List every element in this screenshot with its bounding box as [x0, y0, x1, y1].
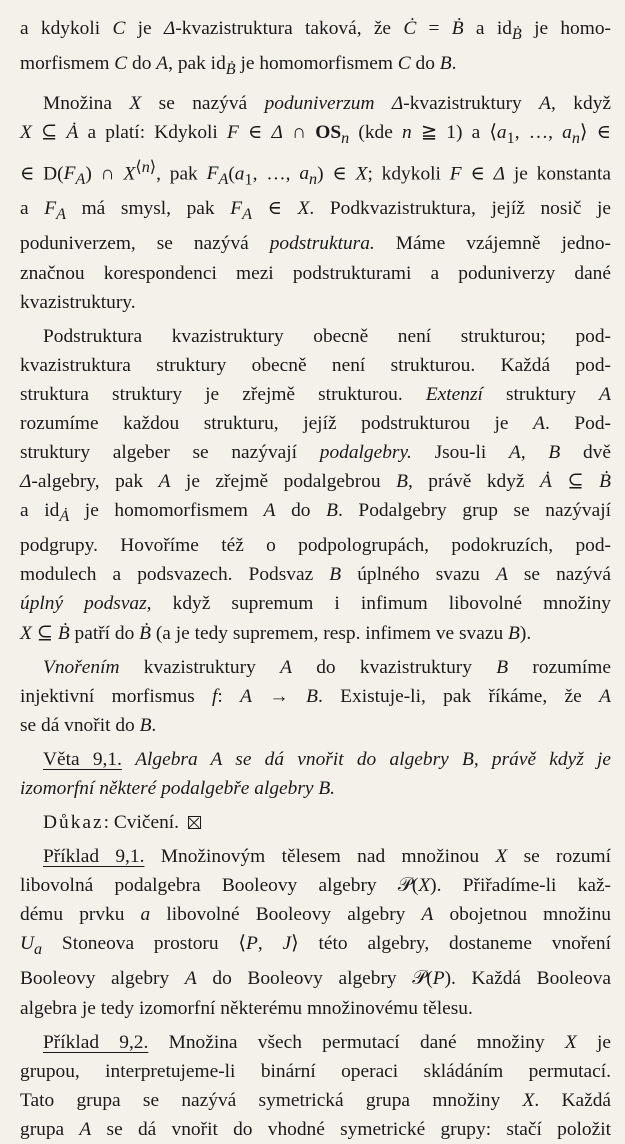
text-line: kvazistruktury. — [20, 291, 136, 313]
text-line: X ⊆ Ḃ patří do Ḃ (a je tedy supremem, resp. infimem ve svazu B). — [20, 622, 532, 644]
text-line: Důkaz: Cvičení. — [20, 808, 611, 837]
example-label: Příklad 9,2. — [43, 1031, 149, 1053]
text-line: a kdykoli C je Δ-kvazistruktura taková, že Ċ = Ḃ a $id_Ḃ$ je homo- — [20, 18, 611, 43]
text-line: značnou korespondenci mezi podstrukturami a poduniverzy dané — [20, 262, 611, 284]
text-line: struktury algeber se nazývají podalgebry. Jsou-li A, B dvě — [20, 442, 611, 464]
text-line: poduniverzem, se nazývá podstruktura. Máme vzájemně jedno- — [20, 233, 611, 255]
paragraph-2 — [20, 89, 611, 317]
text-line: injektivní morfismus f: A → B. Existuje-li, pak říkáme, že A — [20, 685, 611, 707]
example-9-1 — [20, 842, 611, 1022]
text-line: dému prvku a libovolné Booleovy algebry A obojetnou množinu — [20, 904, 611, 926]
text-line: Příklad 9,2. Množina všech permutací dané množiny X je — [43, 1031, 612, 1053]
text-line: Tato grupa se nazývá symetrická grupa množiny X. Každá — [20, 1089, 611, 1111]
text-line: a $id_Ȧ$ je homomorfismem A do B. Podalgebry grup se nazývají — [20, 500, 611, 526]
text-line: úplný podsvaz, když supremum i infimum libovolné množiny — [20, 593, 611, 615]
text-line: ∈ $D(F_A)$ ∩ $X^{⟨n⟩}$, pak $F_A(a_1$, …, $a_n$) ∈ X; kdykoli F ∈ Δ je konstanta — [20, 159, 612, 189]
text-line: Množina X se nazývá poduniverzum Δ-kvazistruktury A, když — [43, 92, 612, 114]
text-line: izomorfní některé podalgebře algebry B. — [20, 777, 336, 799]
text-line: libovolná podalgebra Booleovy algebry 𝒫(X). Přiřadíme-li kaž- — [20, 875, 612, 897]
text-line: Vnořením kvazistruktury A do kvazistruktury B rozumíme — [43, 656, 611, 678]
text-line: algebra je tedy izomorfní některému množinovému tělesu. — [20, 997, 473, 1019]
text-line: $U_a$ Stoneova prostoru ⟨P, J⟩ této algebry, dostaneme vnoření — [20, 933, 611, 959]
example-label: Příklad 9,1. — [43, 846, 145, 868]
text-line: X ⊆ Ȧ a platí: Kdykoli F ∈ Δ ∩ $OS_n$ (kde n ≧ 1) a $⟨a_1$, …, $a_n⟩$ ∈ — [20, 122, 611, 147]
text-line: grupa A se dá vnořit do vhodné symetrické grupy: stačí položit — [20, 1118, 611, 1140]
text-line: Věta 9,1. Algebra A se dá vnořit do algebry B, právě když je — [43, 748, 611, 770]
example-9-2 — [20, 1028, 611, 1144]
text-line: kvazistruktura struktury obecně není strukturou. Každá pod- — [20, 354, 611, 376]
text-line: Δ-algebry, pak A je zřejmě podalgebrou B, právě když Ȧ ⊆ Ḃ — [20, 471, 612, 493]
theorem-9-1 — [20, 745, 611, 803]
text-line: a $F_A$ má smysl, pak $F_A$ ∈ X. Podkvazistruktura, jejíž nosič je — [20, 198, 611, 224]
text-line: grupou, interpretujeme-li binární operaci skládáním permutací. — [20, 1060, 611, 1082]
text-line: modulech a podsvazech. Podsvaz B úplného svazu A se nazývá — [20, 564, 611, 586]
text-line: podgrupy. Hovoříme též o podpologrupách, podokruzích, pod- — [20, 535, 611, 557]
text-line: Příklad 9,1. Množinovým tělesem nad množinou X se rozumí — [43, 846, 611, 868]
paragraph-4 — [20, 653, 611, 740]
theorem-label: Věta 9,1. — [43, 748, 122, 770]
text-line: se dá vnořit do B. — [20, 714, 157, 736]
text-line: morfismem C do A, pak $id_Ḃ$ je homomorfismem C do B. — [20, 52, 457, 78]
qed-box-icon — [188, 816, 201, 829]
proof — [20, 808, 611, 837]
text-line: rozumíme každou strukturu, jejíž podstrukturou je A. Pod- — [20, 412, 611, 434]
text-line: Booleovy algebry A do Booleovy algebry 𝒫(P). Každá Booleova — [20, 968, 611, 990]
text-line: Podstruktura kvazistruktury obecně není strukturou; pod- — [43, 325, 611, 347]
paragraph-3 — [20, 322, 611, 648]
text-line: struktura struktury je zřejmě strukturou. Extenzí struktury A — [20, 383, 611, 405]
paragraph-1 — [20, 14, 611, 84]
